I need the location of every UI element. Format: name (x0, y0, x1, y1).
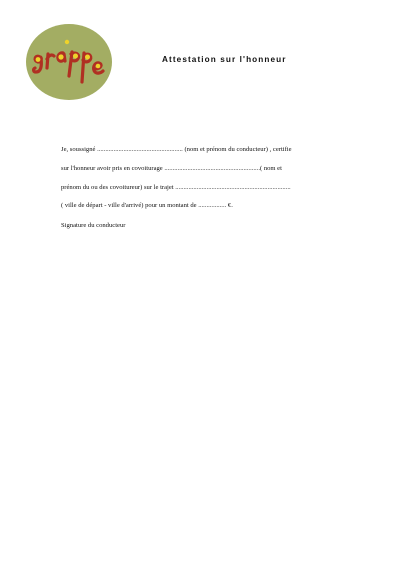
attestation-line-1: Je, soussigné .................................................... (nom et prénom du conducteur) , certifie (61, 146, 292, 153)
grappe-logo (26, 24, 112, 100)
document-title: Attestation sur l'honneur (162, 55, 287, 64)
attestation-line-3: prénom du ou des covoitureur) sur le trajet ...................................................................... (61, 183, 291, 191)
signature-label: Signature du conducteur (61, 221, 126, 229)
attestation-body (61, 146, 351, 230)
attestation-line-2: sur l'honneur avoir pris en covoiturage ..........................................................( nom et (61, 164, 282, 172)
attestation-line-4: ( ville de départ - ville d'arrivé) pour un montant de ................. €. (61, 202, 233, 210)
